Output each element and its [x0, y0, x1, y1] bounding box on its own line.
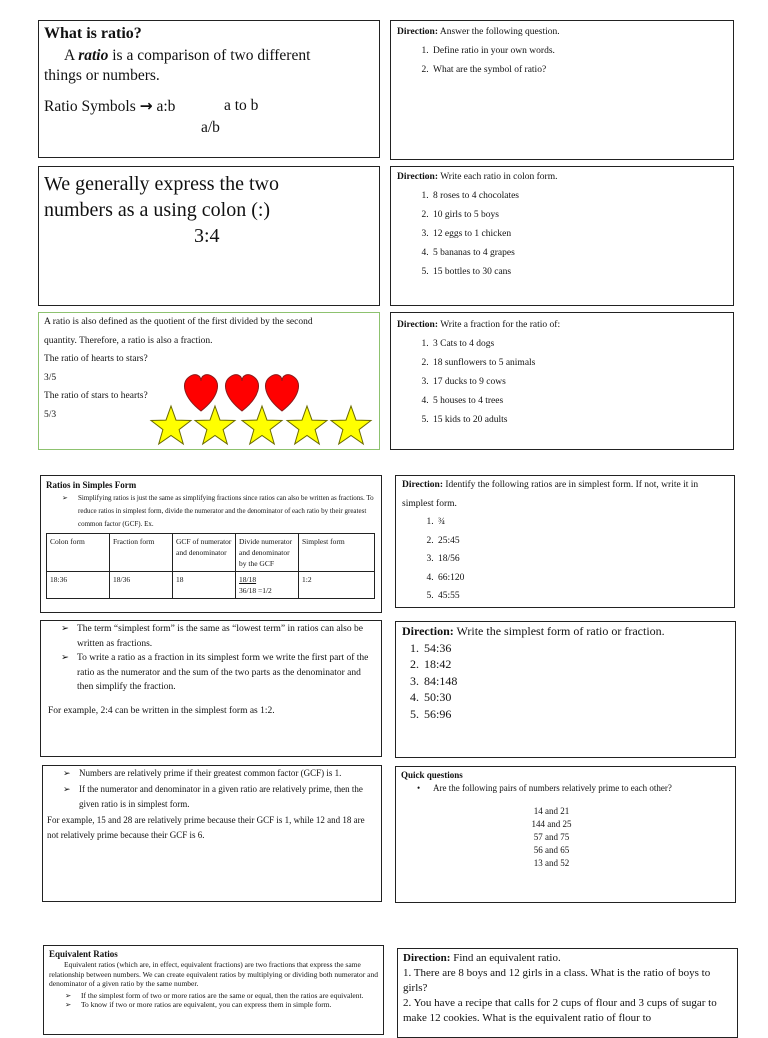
colon-example: 3:4	[194, 225, 220, 247]
equivalent-ratios-title: Equivalent Ratios	[49, 949, 118, 959]
question-item: 3. 17 ducks to 9 cows	[431, 373, 727, 392]
question-item: 3. 12 eggs to 1 chicken	[431, 225, 727, 244]
bullet-item: ➢ Numbers are relatively prime if their greatest common factor (GCF) is 1.	[47, 766, 377, 782]
heart-icon-1	[185, 375, 218, 411]
bullet-item: ➢ The term “simplest form” is the same as “lowest term” in ratios can also be written as fractions.	[45, 622, 377, 651]
question-item: 1. 54:36	[422, 640, 729, 657]
number-pair: 13 and 52	[533, 858, 570, 868]
question-item: 1. ¾	[436, 513, 728, 532]
relatively-prime-bullets	[47, 766, 377, 813]
ratio-term: ratio	[78, 47, 109, 64]
fraction-box	[38, 312, 380, 450]
simplest-form-bullet: ➢ Simplifying ratios is just the same as simplifying fractions since ratios can also be written as fractions. To reduce ratios in simplest form, divide the numerator and the denominator of each ratio by their greatest common factor (GCF). Ex.	[46, 492, 376, 531]
quick-questions-box	[395, 766, 736, 903]
question-item: 2. 18 sunflowers to 5 animals	[431, 354, 727, 373]
answer-hearts-stars: 3/5	[44, 372, 57, 383]
what-is-ratio-box	[38, 20, 380, 158]
simplest-fraction-box	[40, 620, 382, 757]
simplify-table	[46, 533, 375, 599]
direction-7: Direction: Find an equivalent ratio.	[403, 952, 561, 964]
table-cell: 18/18 36/18 =1/2	[236, 572, 299, 599]
symbol-colon: a:b	[156, 98, 176, 115]
table-cell: 1:2	[299, 572, 375, 599]
symbol-slash: a/b	[201, 119, 220, 136]
table-header-row	[47, 534, 375, 572]
simplest-fraction-bullets	[45, 622, 377, 695]
number-pair: 56 and 65	[533, 845, 570, 855]
question-list-1	[397, 42, 727, 80]
question-list-5	[402, 640, 729, 723]
simplest-form-bullets	[46, 492, 376, 531]
question-list-2	[397, 187, 727, 282]
question-hearts-stars: The ratio of hearts to stars?	[44, 354, 148, 364]
question-stars-hearts: The ratio of stars to hearts?	[44, 391, 148, 401]
equivalent-ratios-box	[43, 945, 384, 1035]
quick-questions-bullets	[401, 782, 730, 795]
hearts-stars-illustration	[149, 353, 379, 448]
equivalent-ratios-text: Equivalent ratios (which are, in effect, equivalent fractions) are two fractions that express the same relationship between numbers. We can create equivalent ratios by multiplying or dividing both numerator and denominator of a given ratio by the same number.	[49, 960, 378, 988]
question-box-2	[390, 166, 734, 306]
heart-icon-3	[266, 375, 299, 411]
question-item: 1. 3 Cats to 4 dogs	[431, 335, 727, 354]
ratio-definition: A ratio is a comparison of two different	[64, 47, 311, 64]
colon-line-1: We generally express the two	[44, 173, 279, 195]
question-item: 1. Define ratio in your own words.	[431, 42, 727, 61]
question-item: 5. 15 bottles to 30 cans	[431, 263, 727, 282]
question-item: 1. 8 roses to 4 chocolates	[431, 187, 727, 206]
question-item: 5. 45:55	[436, 587, 728, 606]
question-item: 2. What are the symbol of ratio?	[431, 61, 727, 80]
direction-5: Direction: Write the simplest form of ratio or fraction.	[402, 624, 665, 638]
number-pairs	[401, 805, 730, 870]
table-header: GCF of numerator and denominator	[173, 534, 236, 572]
equivalent-question-1: 1. There are 8 boys and 12 girls in a class. What is the ratio of boys to girls?	[403, 967, 711, 994]
star-icon-1	[151, 406, 191, 444]
table-header: Divide numerator and denominator by the GCF	[236, 534, 299, 572]
equivalent-ratios-bullet: ➢ If the simplest form of two or more ratios are the same or equal, then the ratios are equivalent.	[49, 991, 378, 1001]
question-box-1	[390, 20, 734, 160]
star-icon-3	[242, 406, 282, 444]
table-header: Simplest form	[299, 534, 375, 572]
equivalent-question-2: 2. You have a recipe that calls for 2 cups of flour and 3 cups of sugar to make 12 cookies. What is the equivalent ratio of flour to	[403, 997, 717, 1024]
number-pair: 14 and 21	[533, 806, 570, 816]
table-cell: 18/36	[110, 572, 173, 599]
simplest-form-title: Ratios in Simples Form	[46, 480, 137, 490]
question-item: 4. 5 houses to 4 trees	[431, 392, 727, 411]
ratio-definition-cont: things or numbers.	[44, 67, 160, 84]
equivalent-ratios-bullets	[49, 991, 378, 1010]
question-box-3	[390, 312, 734, 450]
question-item: 2. 18:42	[422, 656, 729, 673]
answer-stars-hearts: 5/3	[44, 409, 57, 420]
right-arrow-icon: →	[139, 97, 153, 115]
question-item: 4. 5 bananas to 4 grapes	[431, 244, 727, 263]
question-item: 3. 18/56	[436, 550, 728, 569]
table-cell: 18:36	[47, 572, 110, 599]
quick-questions-title: Quick questions	[401, 770, 463, 780]
question-item: 5. 56:96	[422, 706, 729, 723]
bullet-item: ➢ To write a ratio as a fraction in its simplest form we write the first part of the ratio as the numerator and the sum of the two parts as the denominator and then simplify the fraction.	[45, 651, 377, 695]
question-item: 5. 15 kids to 20 adults	[431, 411, 727, 430]
colon-box	[38, 166, 380, 306]
question-item: 3. 84:148	[422, 673, 729, 690]
star-icon-2	[195, 406, 235, 444]
question-item: 2. 25:45	[436, 532, 728, 551]
question-list-3	[397, 335, 727, 430]
quick-questions-bullet: • Are the following pairs of numbers relatively prime to each other?	[401, 782, 730, 795]
number-pair: 57 and 75	[533, 832, 570, 842]
simplest-form-box	[40, 475, 382, 613]
ratio-symbols: Ratio Symbols → a:b a to b a/b	[44, 97, 259, 136]
question-box-4	[395, 475, 735, 608]
heart-icon-2	[226, 375, 259, 411]
table-cell: 18	[173, 572, 236, 599]
table-header: Colon form	[47, 534, 110, 572]
fraction-def-2: quantity. Therefore, a ratio is also a fraction.	[44, 335, 213, 346]
colon-line-2: numbers as a using colon (:)	[44, 199, 271, 221]
direction-1: Direction: Answer the following question.	[397, 27, 560, 37]
relatively-prime-box	[42, 765, 382, 902]
simplest-fraction-example: For example, 2:4 can be written in the simplest form as 1:2.	[48, 705, 275, 716]
question-item: 2. 10 girls to 5 boys	[431, 206, 727, 225]
bullet-item: ➢ If the numerator and denominator in a given ratio are relatively prime, then the given ratio is in simplest form.	[47, 782, 377, 813]
question-box-5	[395, 621, 736, 758]
fraction-def-1: A ratio is also defined as the quotient of the first divided by the second	[44, 317, 313, 327]
relatively-prime-example: For example, 15 and 28 are relatively prime because their GCF is 1, while 12 and 18 are not relatively prime because their GCF is 6.	[47, 814, 365, 840]
question-box-7	[397, 948, 738, 1038]
question-list-4	[402, 513, 728, 606]
number-pair: 144 and 25	[531, 819, 572, 829]
star-icon-5	[331, 406, 371, 444]
table-row	[47, 572, 375, 599]
question-item: 4. 50:30	[422, 689, 729, 706]
what-is-ratio-title: What is ratio?	[44, 25, 142, 42]
direction-3: Direction: Write a fraction for the ratio of:	[397, 320, 561, 330]
symbol-to: a to b	[224, 97, 259, 114]
direction-2: Direction: Write each ratio in colon form.	[397, 172, 558, 182]
table-header: Fraction form	[110, 534, 173, 572]
equivalent-ratios-bullet: ➢ To know if two or more ratios are equivalent, you can express them in simple form.	[49, 1000, 378, 1010]
question-item: 4. 66:120	[436, 569, 728, 588]
star-icon-4	[287, 406, 327, 444]
direction-4: Direction: Identify the following ratios are in simplest form. If not, write it in simplest form.	[402, 480, 699, 509]
